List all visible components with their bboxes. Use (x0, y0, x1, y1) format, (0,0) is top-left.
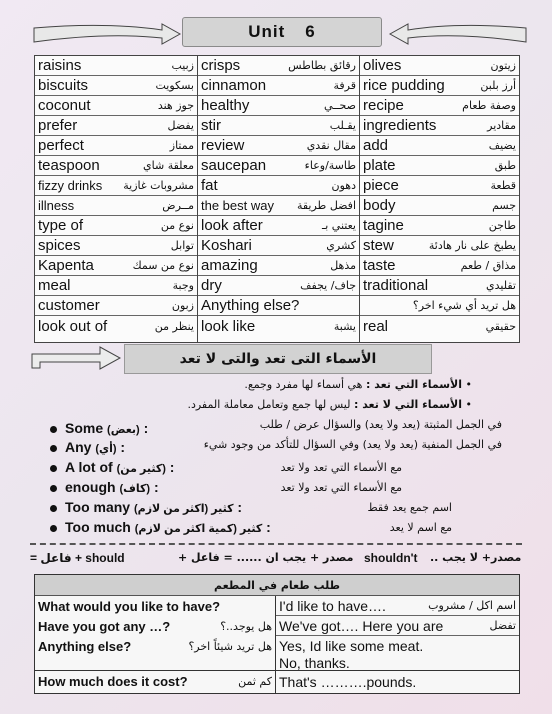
vocab-en: review (201, 137, 245, 154)
should-meaning: مصدر + يجب ان ...... = فاعل + (178, 551, 354, 564)
vocab-ar: يقـلب (329, 119, 356, 132)
grammar-item-enough: enough (كاف) : (50, 479, 159, 495)
grammar-note: مع الأسماء التي تعد ولا تعد (280, 461, 402, 474)
vocab-ar: طبق (494, 159, 516, 172)
vocab-ar: توابل (170, 239, 194, 252)
bullet-icon (50, 465, 57, 472)
vocab-row (35, 316, 197, 337)
countable-line (244, 378, 472, 391)
vocab-en: healthy (201, 97, 250, 114)
vocab-row (198, 316, 359, 337)
answer-text: I'd like to have…. (279, 597, 386, 614)
vocab-row (360, 156, 519, 176)
vocab-en: fizzy drinks (38, 178, 103, 193)
grammar-arrow (30, 344, 122, 372)
vocab-en: saucepan (201, 157, 267, 174)
vocab-row (360, 256, 519, 276)
vocab-row (360, 216, 519, 236)
vocab-row (198, 116, 359, 136)
vocab-en: look out of (38, 318, 108, 335)
question-ar: هل يوجد..؟ (220, 619, 272, 633)
unit-word: Unit (248, 22, 286, 41)
answer-ar: اسم اكل / مشروب (428, 599, 516, 612)
vocab-en: illness (38, 198, 75, 213)
grammar-item-too-much: Too much كثير (كمية اكثر من لازم) : (50, 519, 271, 535)
question-text: What would you like to have? (38, 598, 221, 614)
question-text: Have you got any …? (38, 618, 171, 634)
vocab-en: dry (201, 277, 222, 294)
vocab-row (198, 216, 359, 236)
vocab-en: olives (363, 57, 402, 74)
vocab-en: stir (201, 117, 221, 134)
answer-row (276, 670, 519, 692)
quantifier: Any (65, 439, 92, 455)
vocab-en: perfect (38, 137, 84, 154)
quantifier: Some (65, 420, 104, 436)
vocab-en: stew (363, 237, 394, 254)
vocab-row (360, 196, 519, 216)
vocab-row (198, 156, 359, 176)
vocab-row (360, 176, 519, 196)
vocab-ar: مشروبات غازية (123, 179, 194, 192)
grammar-item-any: Any (أي) : (50, 439, 125, 455)
vocab-en: real (363, 318, 389, 335)
should-formula (30, 551, 522, 567)
question-text: How much does it cost? (38, 674, 188, 689)
vocab-row (35, 156, 197, 176)
vocab-ar: ممتاز (169, 139, 194, 152)
vocab-ar: معلقة شاي (143, 159, 194, 172)
grammar-item-some: Some (بعض) : (50, 420, 148, 436)
vocab-ar: قرفة (333, 79, 356, 92)
vocab-en: ingredients (363, 117, 437, 134)
restaurant-answers (276, 596, 519, 693)
vocab-ar: رقائق بطاطس (288, 59, 356, 72)
vocab-row (360, 296, 519, 316)
vocab-row (360, 236, 519, 256)
vocab-row (35, 176, 197, 196)
vocab-row (198, 296, 359, 316)
vocab-row (198, 276, 359, 296)
question-row (35, 616, 275, 636)
bullet-icon: • (462, 398, 472, 411)
vocab-ar: مقادير (487, 119, 516, 132)
uncountable-line (187, 398, 472, 411)
vocab-en: recipe (363, 97, 404, 114)
quantifier-meaning: (بعض) (107, 424, 140, 436)
dashed-divider (30, 543, 522, 545)
question-row (35, 596, 275, 616)
vocab-ar: يفضل (167, 119, 194, 132)
answer-row (276, 636, 519, 656)
vocab-ar: يضيف (488, 139, 516, 152)
shouldnt-meaning: مصدر+ لا يجب .. (430, 551, 522, 564)
vocab-row (35, 136, 197, 156)
vocab-ar: زبون (171, 299, 194, 312)
vocab-ar: وجبة (172, 279, 194, 292)
vocab-ar: نوع من سمك (132, 259, 194, 272)
vocab-ar: يعتني بـ (322, 219, 356, 232)
answer-text: We've got…. Here you are (279, 617, 444, 634)
vocab-en: amazing (201, 257, 258, 274)
grammar-note: اسم جمع يعد فقط (367, 501, 452, 514)
quantifier: Too many (65, 499, 131, 515)
grammar-note: في الجمل المنفية (يعد ولا يعد) وفي السؤال للتأكد من وجود شيء (203, 438, 502, 451)
vocab-ar: يشبة (333, 320, 356, 333)
vocab-ar: حقيقي (485, 320, 516, 333)
vocab-en: meal (38, 277, 71, 294)
quantifier-meaning: (كاف) (119, 483, 151, 495)
vocab-ar: طاسة/وعاء (304, 159, 356, 172)
vocab-row (35, 116, 197, 136)
vocab-en: look like (201, 318, 256, 335)
vocab-row (35, 56, 197, 76)
vocab-en: Kapenta (38, 257, 94, 274)
should-structure: = فاعل + should (30, 551, 125, 565)
vocab-en: fat (201, 177, 218, 194)
quantifier: Too much (65, 519, 131, 535)
vocab-row (198, 56, 359, 76)
quantifier-meaning: (أي) (95, 443, 117, 455)
uncountable-label: الأسماء التي لا تعد : (353, 398, 462, 411)
vocab-en: customer (38, 297, 100, 314)
vocab-ar: تقليدي (486, 279, 516, 292)
grammar-note: في الجمل المثبتة (يعد ولا يعد) والسؤال عرض / طلب (259, 418, 502, 431)
vocab-en: prefer (38, 117, 78, 134)
vocab-row (35, 296, 197, 316)
vocab-en: rice pudding (363, 77, 445, 94)
vocab-row (198, 136, 359, 156)
quantifier-meaning: كثير (اكثر من لازم) (133, 503, 234, 515)
grammar-note: مع اسم لا يعد (389, 521, 452, 534)
vocab-row (198, 76, 359, 96)
bullet-icon (50, 445, 57, 452)
vocab-ar: جاف/ يجفف (300, 279, 356, 292)
question-row (35, 636, 275, 656)
vocab-en: raisins (38, 57, 82, 74)
answer-text: That's ……….pounds. (279, 673, 417, 690)
vocab-ar: طاجن (488, 219, 516, 232)
vocab-en: spices (38, 237, 81, 254)
restaurant-table (34, 574, 520, 694)
vocab-ar: زيتون (490, 59, 516, 72)
left-header-arrow (32, 20, 182, 50)
grammar-note: مع الأسماء التي تعد ولا تعد (280, 481, 402, 494)
vocab-ar: مــرض (162, 199, 194, 212)
vocab-en: the best way (201, 198, 274, 213)
vocab-ar: افضل طريقة (296, 199, 356, 212)
vocab-row (360, 76, 519, 96)
grammar-item-a-lot-of: A lot of (كثير من) : (50, 459, 174, 475)
vocab-ar: أرز بلبن (480, 79, 516, 92)
unit-title (182, 17, 382, 47)
vocab-row (360, 316, 519, 337)
vocab-row (360, 136, 519, 156)
uncountable-text: ليس لها جمع وتعامل معاملة المفرد. (187, 398, 351, 411)
shouldnt-word: shouldn't (364, 551, 418, 565)
vocab-en: Koshari (201, 237, 252, 254)
quantifier-meaning: كثير (كمية اكثر من لازم) (134, 523, 263, 535)
vocab-en: biscuits (38, 77, 89, 94)
vocab-en: teaspoon (38, 157, 100, 174)
vocabulary-table (34, 55, 520, 343)
vocab-row (198, 196, 359, 216)
vocab-ar: مذاق / طعم (460, 259, 516, 272)
vocab-en: add (363, 137, 389, 154)
vocab-row (360, 276, 519, 296)
vocab-column-1 (35, 56, 198, 342)
vocab-ar: مقال نقدي (306, 139, 356, 152)
vocab-column-2 (198, 56, 360, 342)
bullet-icon (50, 525, 57, 532)
vocab-column-3 (360, 56, 519, 342)
question-row (35, 670, 275, 692)
vocab-row (198, 176, 359, 196)
vocab-row (360, 116, 519, 136)
grammar-title: الأسماء التى تعد والتى لا تعد (124, 344, 432, 374)
vocab-ar: جوز هند (157, 99, 194, 112)
vocab-row (35, 216, 197, 236)
answer-ar: تفضل (489, 619, 516, 632)
vocab-en: Anything else? (201, 297, 300, 314)
vocab-en: crisps (201, 57, 241, 74)
question-ar: كم ثمن (238, 675, 272, 688)
vocab-row (35, 196, 197, 216)
vocab-ar: زبيب (171, 59, 194, 72)
countable-text: هي أسماء لها مفرد وجمع. (244, 378, 363, 391)
unit-number: 6 (305, 22, 316, 41)
vocab-ar: بسكويت (155, 79, 194, 92)
vocab-en: type of (38, 217, 84, 234)
vocab-ar: يطبخ على نار هادئة (428, 239, 516, 252)
vocab-row (35, 236, 197, 256)
vocab-en: taste (363, 257, 396, 274)
quantifier-meaning: (كثير من) (116, 463, 166, 475)
vocab-row (198, 256, 359, 276)
quantifier: A lot of (65, 459, 113, 475)
vocab-en: traditional (363, 277, 429, 294)
restaurant-questions (35, 596, 276, 693)
vocab-en: tagine (363, 217, 404, 234)
vocab-ar: نوع من (160, 219, 194, 232)
vocab-en: look after (201, 217, 263, 234)
vocab-ar: وصفة طعام (462, 99, 516, 112)
vocab-en: cinnamon (201, 77, 267, 94)
vocab-ar: جسم (492, 199, 516, 212)
answer-row (276, 616, 519, 636)
question-text: Anything else? (38, 638, 132, 654)
vocab-en: plate (363, 157, 396, 174)
vocab-ar: هل تريد أي شيء اخر؟ (412, 299, 516, 312)
question-ar: هل تريد شيئاً اخر؟ (188, 639, 272, 653)
bullet-icon (50, 505, 57, 512)
vocab-row (198, 236, 359, 256)
grammar-item-too-many: Too many كثير (اكثر من لازم) : (50, 499, 242, 515)
vocab-row (198, 96, 359, 116)
vocab-ar: ينظر من (154, 320, 194, 333)
vocab-row (35, 96, 197, 116)
quantifier: enough (65, 479, 116, 495)
bullet-icon: • (462, 378, 472, 391)
vocab-ar: قطعة (490, 179, 516, 192)
answer-row (276, 596, 519, 616)
countable-label: الأسماء التي تعد : (365, 378, 462, 391)
bullet-icon (50, 426, 57, 433)
vocab-row (35, 76, 197, 96)
vocab-ar: دهون (331, 179, 356, 192)
vocab-ar: مذهل (330, 259, 356, 272)
answer-text: Yes, Id like some meat. (279, 638, 424, 654)
vocab-ar: صحــي (323, 99, 356, 112)
vocab-en: body (363, 197, 396, 214)
vocab-row (35, 256, 197, 276)
restaurant-title: طلب طعام في المطعم (35, 575, 519, 596)
right-header-arrow (388, 20, 528, 50)
answer-text: No, thanks. (279, 655, 350, 671)
vocab-en: coconut (38, 97, 91, 114)
vocab-row (360, 96, 519, 116)
bullet-icon (50, 485, 57, 492)
vocab-ar: كشري (326, 239, 356, 252)
vocab-row (360, 56, 519, 76)
vocab-en: piece (363, 177, 399, 194)
vocab-row (35, 276, 197, 296)
